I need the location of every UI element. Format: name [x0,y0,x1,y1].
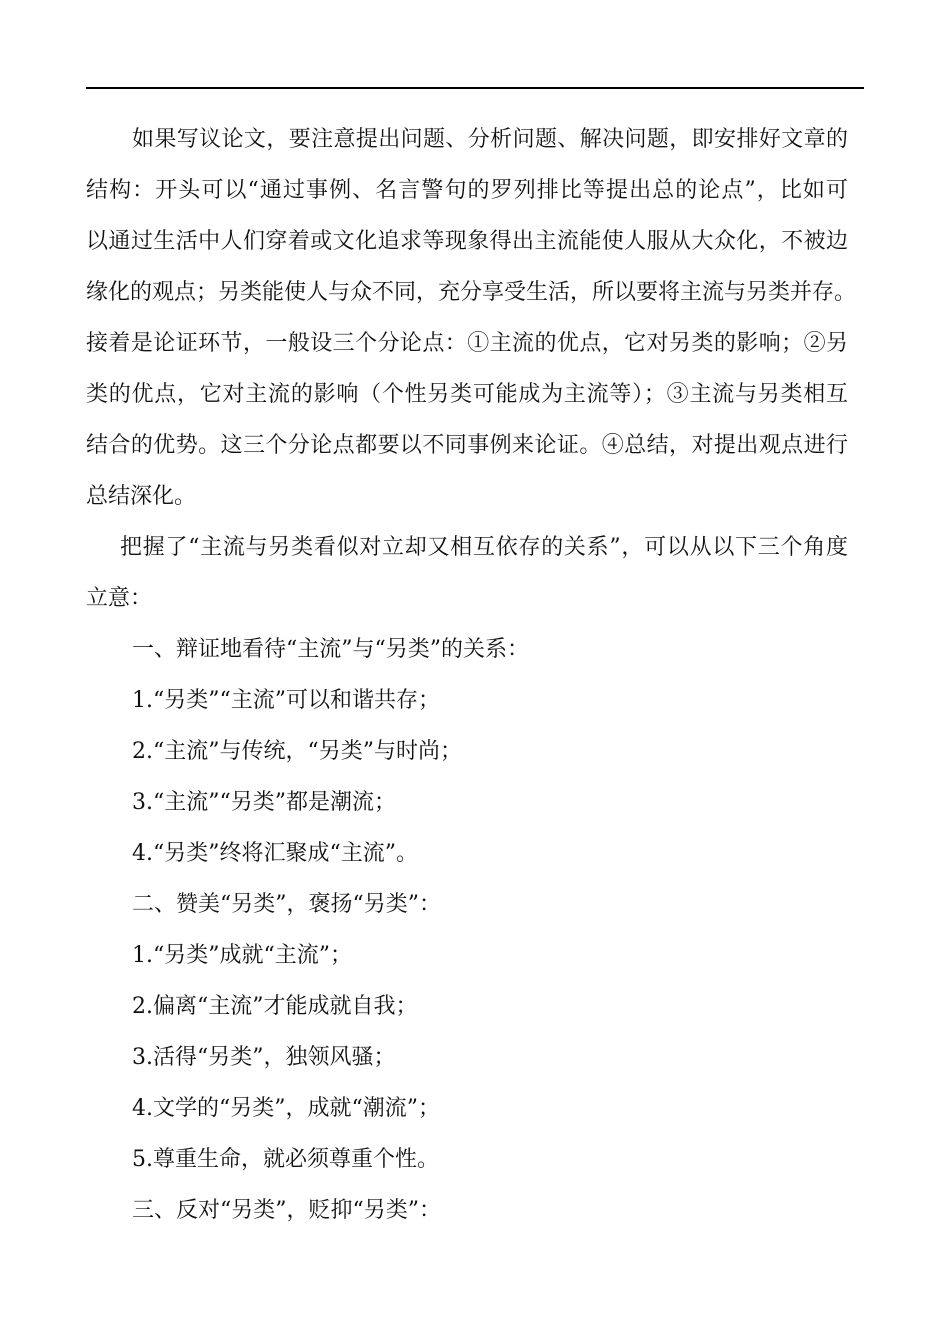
text-line: 2.“主流”与传统，“另类”与时尚； [132,739,462,764]
text-line: 2.偏离“主流”才能成就自我； [132,994,418,1019]
text-line: 如果写议论文，要注意提出问题、分析问题、解决问题，即安排好文章的 [132,127,848,152]
text-line: 总结深化。 [86,484,197,509]
text-line: 把握了“主流与另类看似对立却又相互依存的关系”，可以从以下三个角度 [120,535,848,560]
text-line: 三、反对“另类”，贬抑“另类”： [132,1198,441,1223]
text-line: 1.“另类”“主流”可以和谐共存； [132,688,440,713]
text-line: 3.活得“另类”，独领风骚； [132,1045,396,1070]
text-line: 二、赞美“另类”，褒扬“另类”： [132,892,441,917]
text-line: 结构：开头可以“通过事例、名言警句的罗列排比等提出总的论点”，比如可 [86,178,848,203]
text-line: 立意： [86,586,153,611]
text-line: 一、辩证地看待“主流”与“另类”的关系： [132,637,529,662]
text-line: 以通过生活中人们穿着或文化追求等现象得出主流能使人服从大众化，不被边 [86,229,848,254]
text-line: 结合的优势。这三个分论点都要以不同事例来论证。④总结，对提出观点进行 [86,433,848,458]
text-line: 1.“另类”成就“主流”； [132,943,352,968]
text-line: 5.尊重生命，就必须尊重个性。 [132,1147,439,1172]
header-rule [86,87,864,89]
text-line: 4.文学的“另类”，成就“潮流”； [132,1096,440,1121]
text-line: 3.“主流”“另类”都是潮流； [132,790,396,815]
text-line: 类的优点，它对主流的影响（个性另类可能成为主流等）；③主流与另类相互 [86,382,848,407]
text-line: 缘化的观点；另类能使人与众不同，充分享受生活，所以要将主流与另类并存。 [86,280,857,305]
text-line: 4.“另类”终将汇聚成“主流”。 [132,841,418,866]
text-line: 接着是论证环节，一般设三个分论点：①主流的优点，它对另类的影响；②另 [86,331,848,356]
